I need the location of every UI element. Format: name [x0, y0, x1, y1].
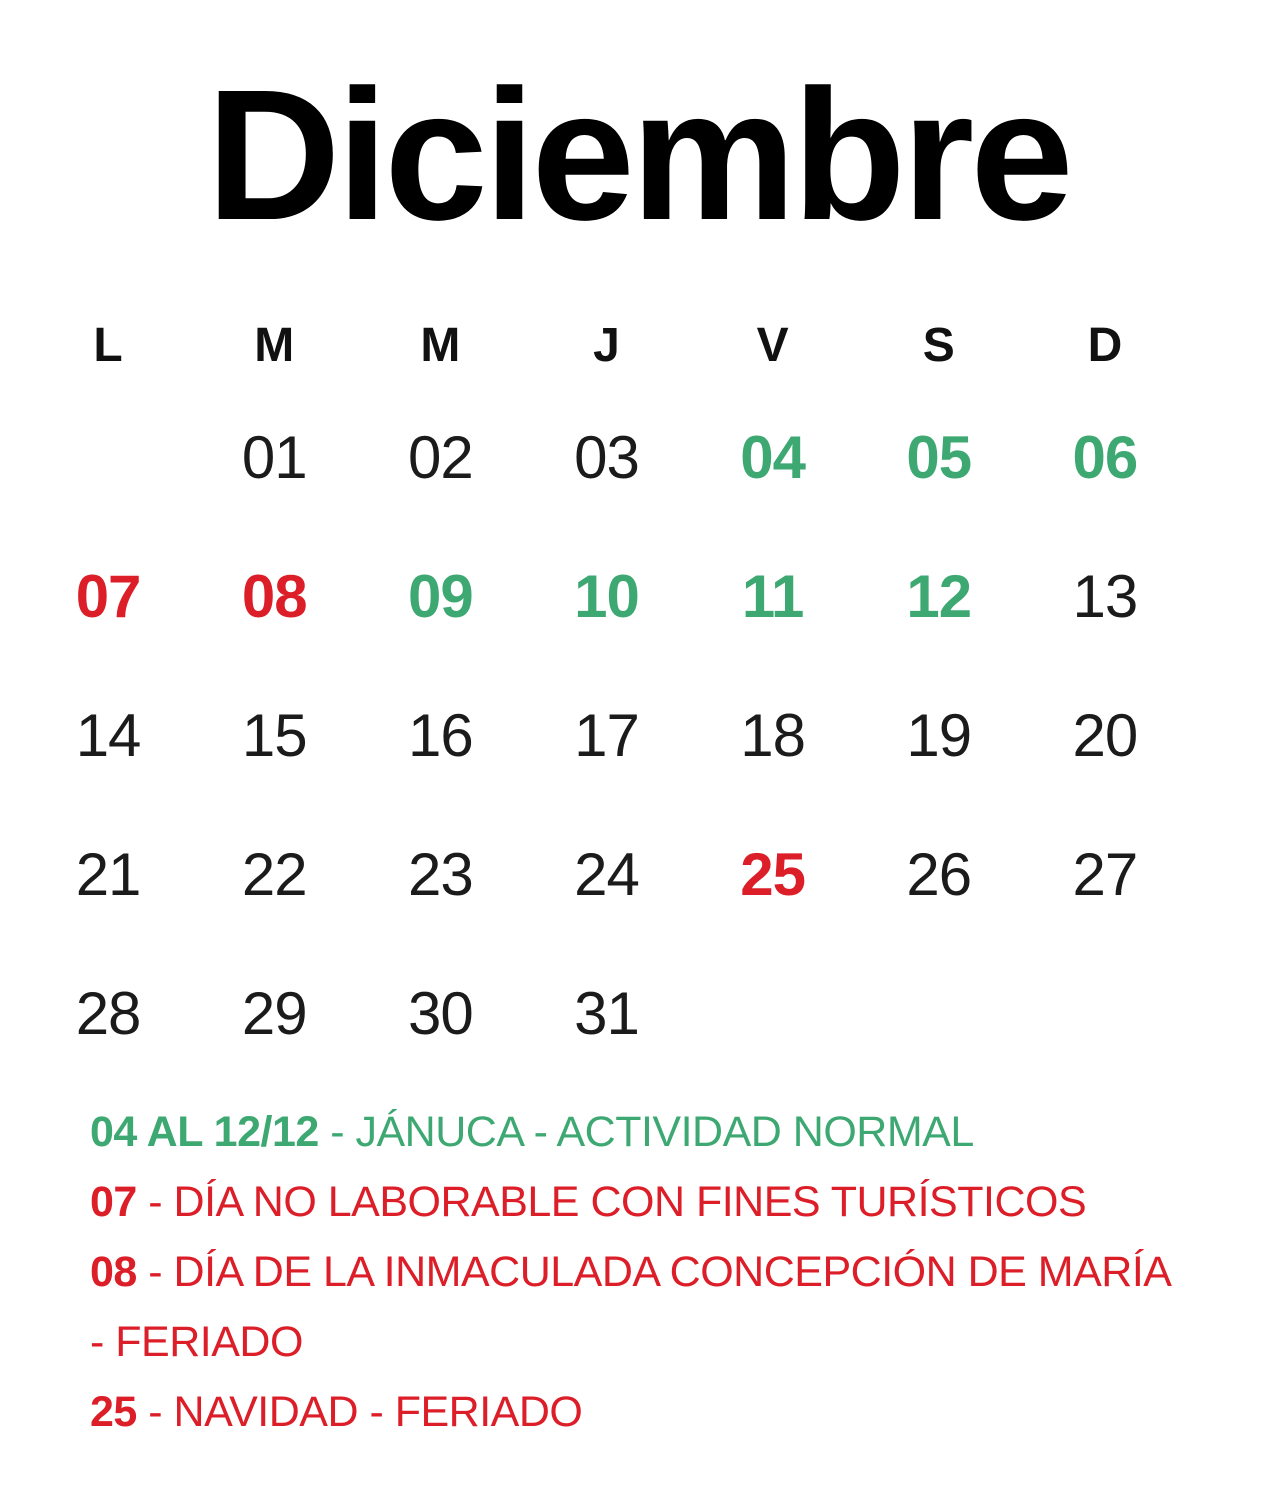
calendar-day-31: 31 [574, 980, 639, 1048]
calendar-empty-cell [690, 944, 856, 1083]
weekday-header-2: M [420, 319, 461, 373]
month-title: Diciembre [206, 52, 1070, 259]
calendar-day-28: 28 [75, 980, 141, 1048]
legend-item-text: - DÍA DE LA INMACULADA CONCEPCIÓN DE MARÍA - FERIADO [90, 1248, 1170, 1367]
calendar-day-20: 20 [1072, 702, 1138, 770]
legend-item-2 [90, 1237, 1191, 1377]
calendar-day-08: 08 [241, 563, 307, 631]
calendar-empty-cell [1022, 944, 1188, 1083]
calendar-day-16: 16 [407, 702, 473, 770]
calendar-day-21: 21 [75, 841, 141, 909]
calendar-grid [25, 303, 1188, 1083]
calendar-day-10: 10 [574, 563, 639, 631]
weekday-header-3: J [593, 319, 620, 373]
calendar-empty-cell [25, 388, 191, 527]
calendar-day-02: 02 [407, 424, 473, 492]
calendar-day-11: 11 [741, 563, 804, 631]
legend-item-text: - DÍA NO LABORABLE CON FINES TURÍSTICOS [136, 1178, 1087, 1227]
legend-item-3 [90, 1377, 1191, 1447]
weekday-header-4: V [756, 319, 789, 373]
calendar-day-15: 15 [241, 702, 307, 770]
calendar-day-12: 12 [906, 563, 972, 631]
legend-day-prefix: 25 [90, 1388, 137, 1437]
calendar-day-30: 30 [407, 980, 473, 1048]
calendar-day-13: 13 [1072, 563, 1138, 631]
legend-item-text: - JÁNUCA - ACTIVIDAD NORMAL [318, 1108, 974, 1157]
legend [90, 1097, 1191, 1447]
calendar-page [0, 46, 1276, 1447]
calendar-day-09: 09 [407, 563, 473, 631]
calendar-day-26: 26 [906, 841, 972, 909]
calendar-day-06: 06 [1072, 424, 1138, 492]
legend-day-prefix: 04 AL 12/12 [90, 1108, 319, 1157]
calendar-day-19: 19 [906, 702, 972, 770]
calendar-day-29: 29 [241, 980, 307, 1048]
weekday-header-0: L [93, 319, 123, 373]
calendar-day-01: 01 [241, 424, 307, 492]
calendar-day-07: 07 [75, 563, 141, 631]
calendar-day-18: 18 [740, 702, 805, 770]
calendar-day-14: 14 [75, 702, 141, 770]
legend-day-prefix: 07 [90, 1178, 137, 1227]
weekday-header-5: S [922, 319, 955, 373]
calendar-day-17: 17 [574, 702, 639, 770]
weekday-header-1: M [254, 319, 295, 373]
legend-item-text: - NAVIDAD - FERIADO [136, 1388, 583, 1437]
calendar-day-03: 03 [574, 424, 639, 492]
legend-item-1 [90, 1167, 1191, 1237]
calendar-day-04: 04 [740, 424, 805, 492]
calendar-day-05: 05 [906, 424, 972, 492]
calendar-day-24: 24 [574, 841, 639, 909]
legend-day-prefix: 08 [90, 1248, 137, 1297]
calendar-empty-cell [856, 944, 1022, 1083]
legend-item-0 [90, 1097, 1191, 1167]
calendar-day-25: 25 [740, 841, 805, 909]
weekday-header-6: D [1087, 319, 1123, 373]
calendar-day-22: 22 [241, 841, 307, 909]
calendar-day-27: 27 [1072, 841, 1138, 909]
calendar-day-23: 23 [407, 841, 473, 909]
